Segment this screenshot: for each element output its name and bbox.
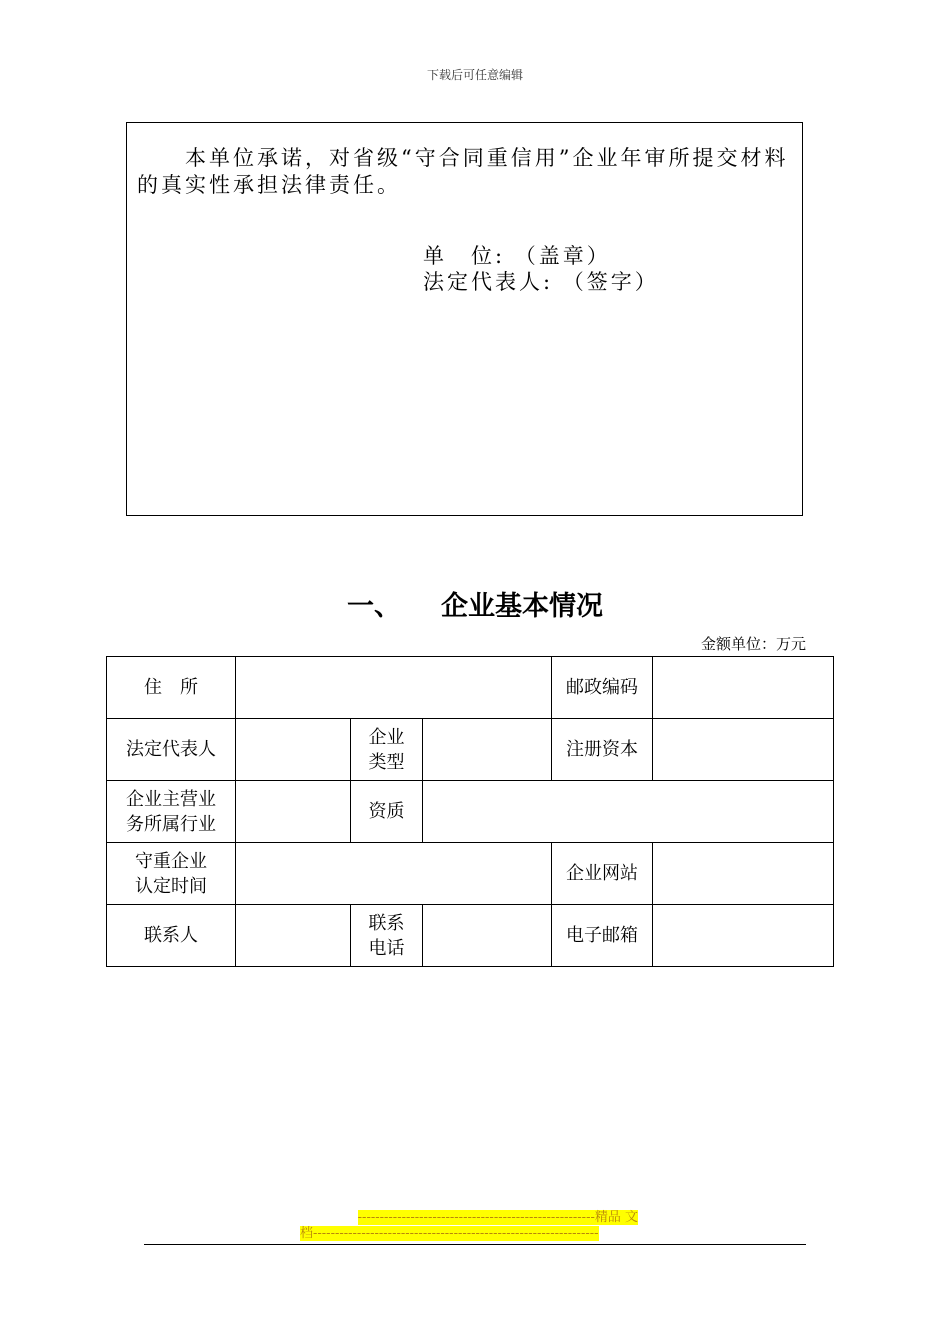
website-field[interactable] [653,843,834,905]
phone-label-line2: 电话 [368,937,405,959]
footer-rule [144,1244,806,1245]
website-label: 企业网站 [552,843,653,905]
industry-label [107,781,236,843]
ent-type-label-line1: 企业 [368,726,405,748]
postcode-field[interactable] [653,657,834,719]
industry-field[interactable] [236,781,351,843]
cert-time-label-line1: 守重企业 [135,850,207,872]
ent-type-label-line2: 类型 [368,751,405,773]
cert-time-label-line2: 认定时间 [135,875,207,897]
unit-seal-placeholder: （盖章） [514,244,611,268]
rep-label: 法定代表人: [423,270,554,294]
footer-watermark [300,1210,650,1242]
email-field[interactable] [653,905,834,967]
amount-unit-note: 金额单位：万元 [700,635,806,653]
phone-field[interactable] [423,905,552,967]
table-row [107,781,834,843]
reg-capital-label: 注册资本 [552,719,653,781]
contact-field[interactable] [236,905,351,967]
address-label: 住 所 [107,657,236,719]
ent-type-label [351,719,423,781]
qualification-field[interactable] [423,781,834,843]
table-row [107,719,834,781]
unit-label: 单 位: [423,244,506,268]
table-row [107,657,834,719]
legal-rep-label: 法定代表人 [107,719,236,781]
contact-label: 联系人 [107,905,236,967]
qualification-label: 资质 [351,781,423,843]
footer-line1: ------------------------------------------------------精品 文 [357,1210,638,1225]
section-number: 一、 [347,591,401,622]
phone-label [351,905,423,967]
industry-label-line2: 务所属行业 [126,813,216,835]
section-heading: 企业基本情况 [441,591,603,622]
rep-signature-line [423,266,659,296]
table-row [107,843,834,905]
cert-time-field[interactable] [236,843,552,905]
industry-label-line1: 企业主营业 [126,788,216,810]
reg-capital-field[interactable] [653,719,834,781]
pledge-text: 本单位承诺，对省级“守合同重信用”企业年审所提交材料的真实性承担法律责任。 [137,146,789,197]
pledge-box [126,122,803,516]
footer-line2: 档----------------------------------------------------------------- [300,1226,599,1241]
rep-sign-placeholder: （签字） [562,270,659,294]
address-field[interactable] [236,657,552,719]
cert-time-label [107,843,236,905]
email-label: 电子邮箱 [552,905,653,967]
header-note: 下载后可任意编辑 [426,68,523,82]
ent-type-field[interactable] [423,719,552,781]
table-row [107,905,834,967]
postcode-label: 邮政编码 [552,657,653,719]
phone-label-line1: 联系 [368,912,405,934]
enterprise-info-table [106,656,834,967]
section-title [0,584,950,623]
legal-rep-field[interactable] [236,719,351,781]
